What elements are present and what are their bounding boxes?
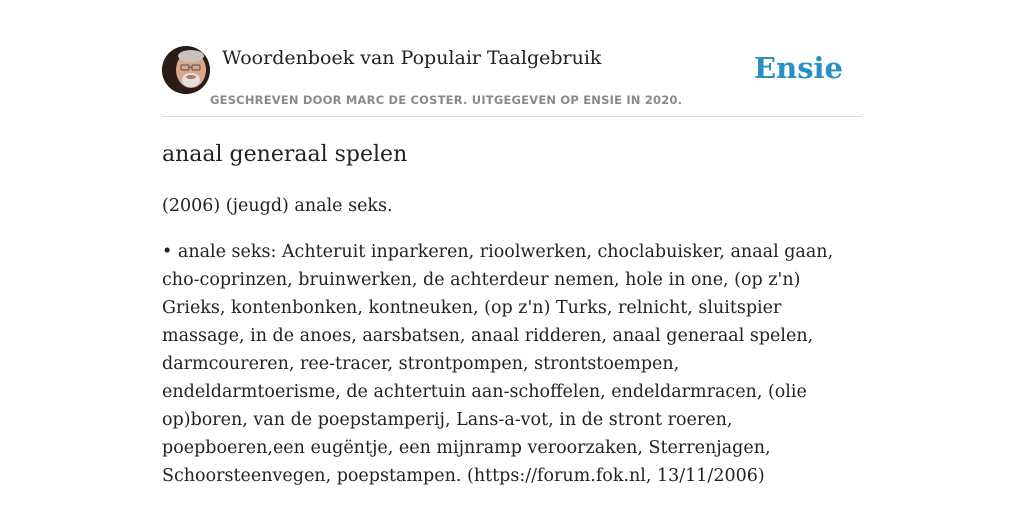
author-byline: GESCHREVEN DOOR MARC DE COSTER. UITGEGEVEN OP ENSIE IN 2020.	[210, 93, 683, 107]
entry-term: anaal generaal spelen	[162, 142, 408, 167]
entry-synonyms: • anale seks: Achteruit inparkeren, rioolwerken, choclabuisker, anaal gaan, cho-coprinzen, bruinwerken, de achterdeur nemen, hole in one, (op z'n) Grieks, kontenbonken, kontneuken, (op z'n) Turks, relnicht, sluitspier massage, in de anoes, aarsbatsen, anaal ridderen, anaal generaal spelen, darmcoureren, ree-tracer, strontpompen, strontstoempen, endeldarmtoerisme, de achtertuin aan-schoffelen, endeldarmracen, (olie op)boren, van de poepstamperij, Lans-a-vot, in de stront roeren, poepboeren,een eugëntje, een mijnramp veroorzaken, Sterrenjagen, Schoorsteenvegen, poepstampen. (https://forum.fok.nl, 13/11/2006)	[162, 242, 834, 486]
page-header	[162, 44, 862, 117]
entry-definition: (2006) (jeugd) anale seks.	[162, 196, 393, 216]
book-title[interactable]: Woordenboek van Populair Taalgebruik	[222, 47, 602, 69]
author-avatar[interactable]	[162, 46, 210, 94]
author-portrait-icon	[162, 46, 210, 94]
entry-content	[162, 140, 862, 490]
ensie-logo[interactable]: Ensie	[754, 51, 843, 85]
